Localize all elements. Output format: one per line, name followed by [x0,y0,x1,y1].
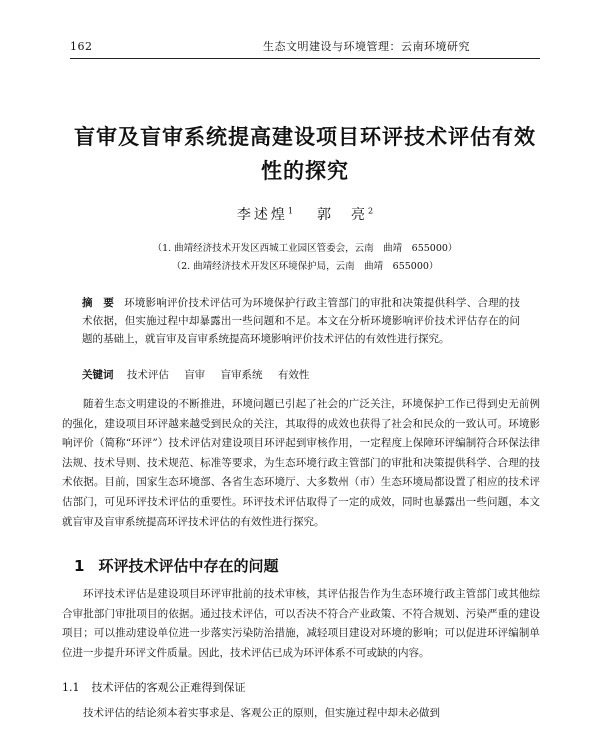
section-heading [74,555,278,576]
affiliations [70,240,540,276]
affiliation-2: （2. 曲靖经济技术开发区环境保护局，云南 曲靖 655000） [171,261,439,272]
subsection-title: 技术评估的客观公正难得到保证 [91,681,246,694]
keywords-label: 关键词 [82,369,114,381]
header-rule [70,58,540,59]
section-number: 1 [74,557,85,575]
abstract-text: 环境影响评价技术评估可为环境保护行政主管部门的审批和决策提供科学、合理的技术依据，但实施过程中却暴露出一些问题和不足。本文在分析环境影响评价技术评估存在的问题的基础上，就盲审及盲审系统提高环境影响评价技术评估的有效性进行探究。 [82,297,521,345]
keyword: 盲审系统 [220,369,263,381]
intro-paragraph: 随着生态文明建设的不断推进，环境问题已引起了社会的广泛关注，环境保护工作已得到史无前例的强化，建设项目环评越来越受到民众的关注，其取得的成效也获得了社会和民众的一致认可。环境影响评价（简称“环评”）技术评估对建设项目环评起到审核作用，一定程度上保障环评编制符合环保法律法规、技术导则、技术规范、标准等要求，为生态环境行政主管部门的审批和决策提供科学、合理的技术依据。目前，国家生态环境部、各省生态环境厅、大多数州（市）生态环境局都设置了相应的技术评估部门，可见环评技术评估的重要性。环评技术评估取得了一定的成效，同时也暴露出一些问题，本文就盲审及盲审系统提高环评技术评估的有效性进行探究。 [62,398,540,528]
author-2: 郭 亮$^2$ [317,206,374,223]
abstract [82,294,520,348]
page-number: 162 [70,40,93,53]
author-1: 李述煌$^1$ [236,206,293,223]
running-title: 生态文明建设与环境管理：云南环境研究 [263,40,470,53]
paper-title: 盲审及盲审系统提高建设项目环评技术评估有效性的探究 [74,125,536,183]
abstract-label: 摘 要 [82,297,115,309]
affiliation-1: （1. 曲靖经济技术开发区西城工业园区管委会，云南 曲靖 655000） [152,243,458,254]
running-header [70,38,540,54]
section-paragraph: 环评技术评估是建设项目环评审批前的技术审核，其评估报告作为生态环境行政主管部门或其他综合审批部门审批项目的依据。通过技术评估，可以否决不符合产业政策、不符合规划、污染严重的建设项目；可以推动建设单位进一步落实污染防治措施，减轻项目建设对环境的影响；可以促进环评编制单位进一步提升环评文件质量。因此，技术评估已成为环评体系不可或缺的内容。 [62,588,540,659]
subsection-paragraph: 技术评估的结论须本着实事求是、客观公正的原则，但实施过程中却未必做到 [83,707,440,719]
subsection-heading [62,679,246,695]
keyword: 有效性 [277,369,310,381]
keyword: 盲审 [184,369,206,381]
section-title: 环评技术评估中存在的问题 [98,557,279,575]
keyword: 技术评估 [126,369,169,381]
keywords [82,366,520,384]
authors [70,204,540,224]
subsection-number: 1.1 [62,681,80,694]
